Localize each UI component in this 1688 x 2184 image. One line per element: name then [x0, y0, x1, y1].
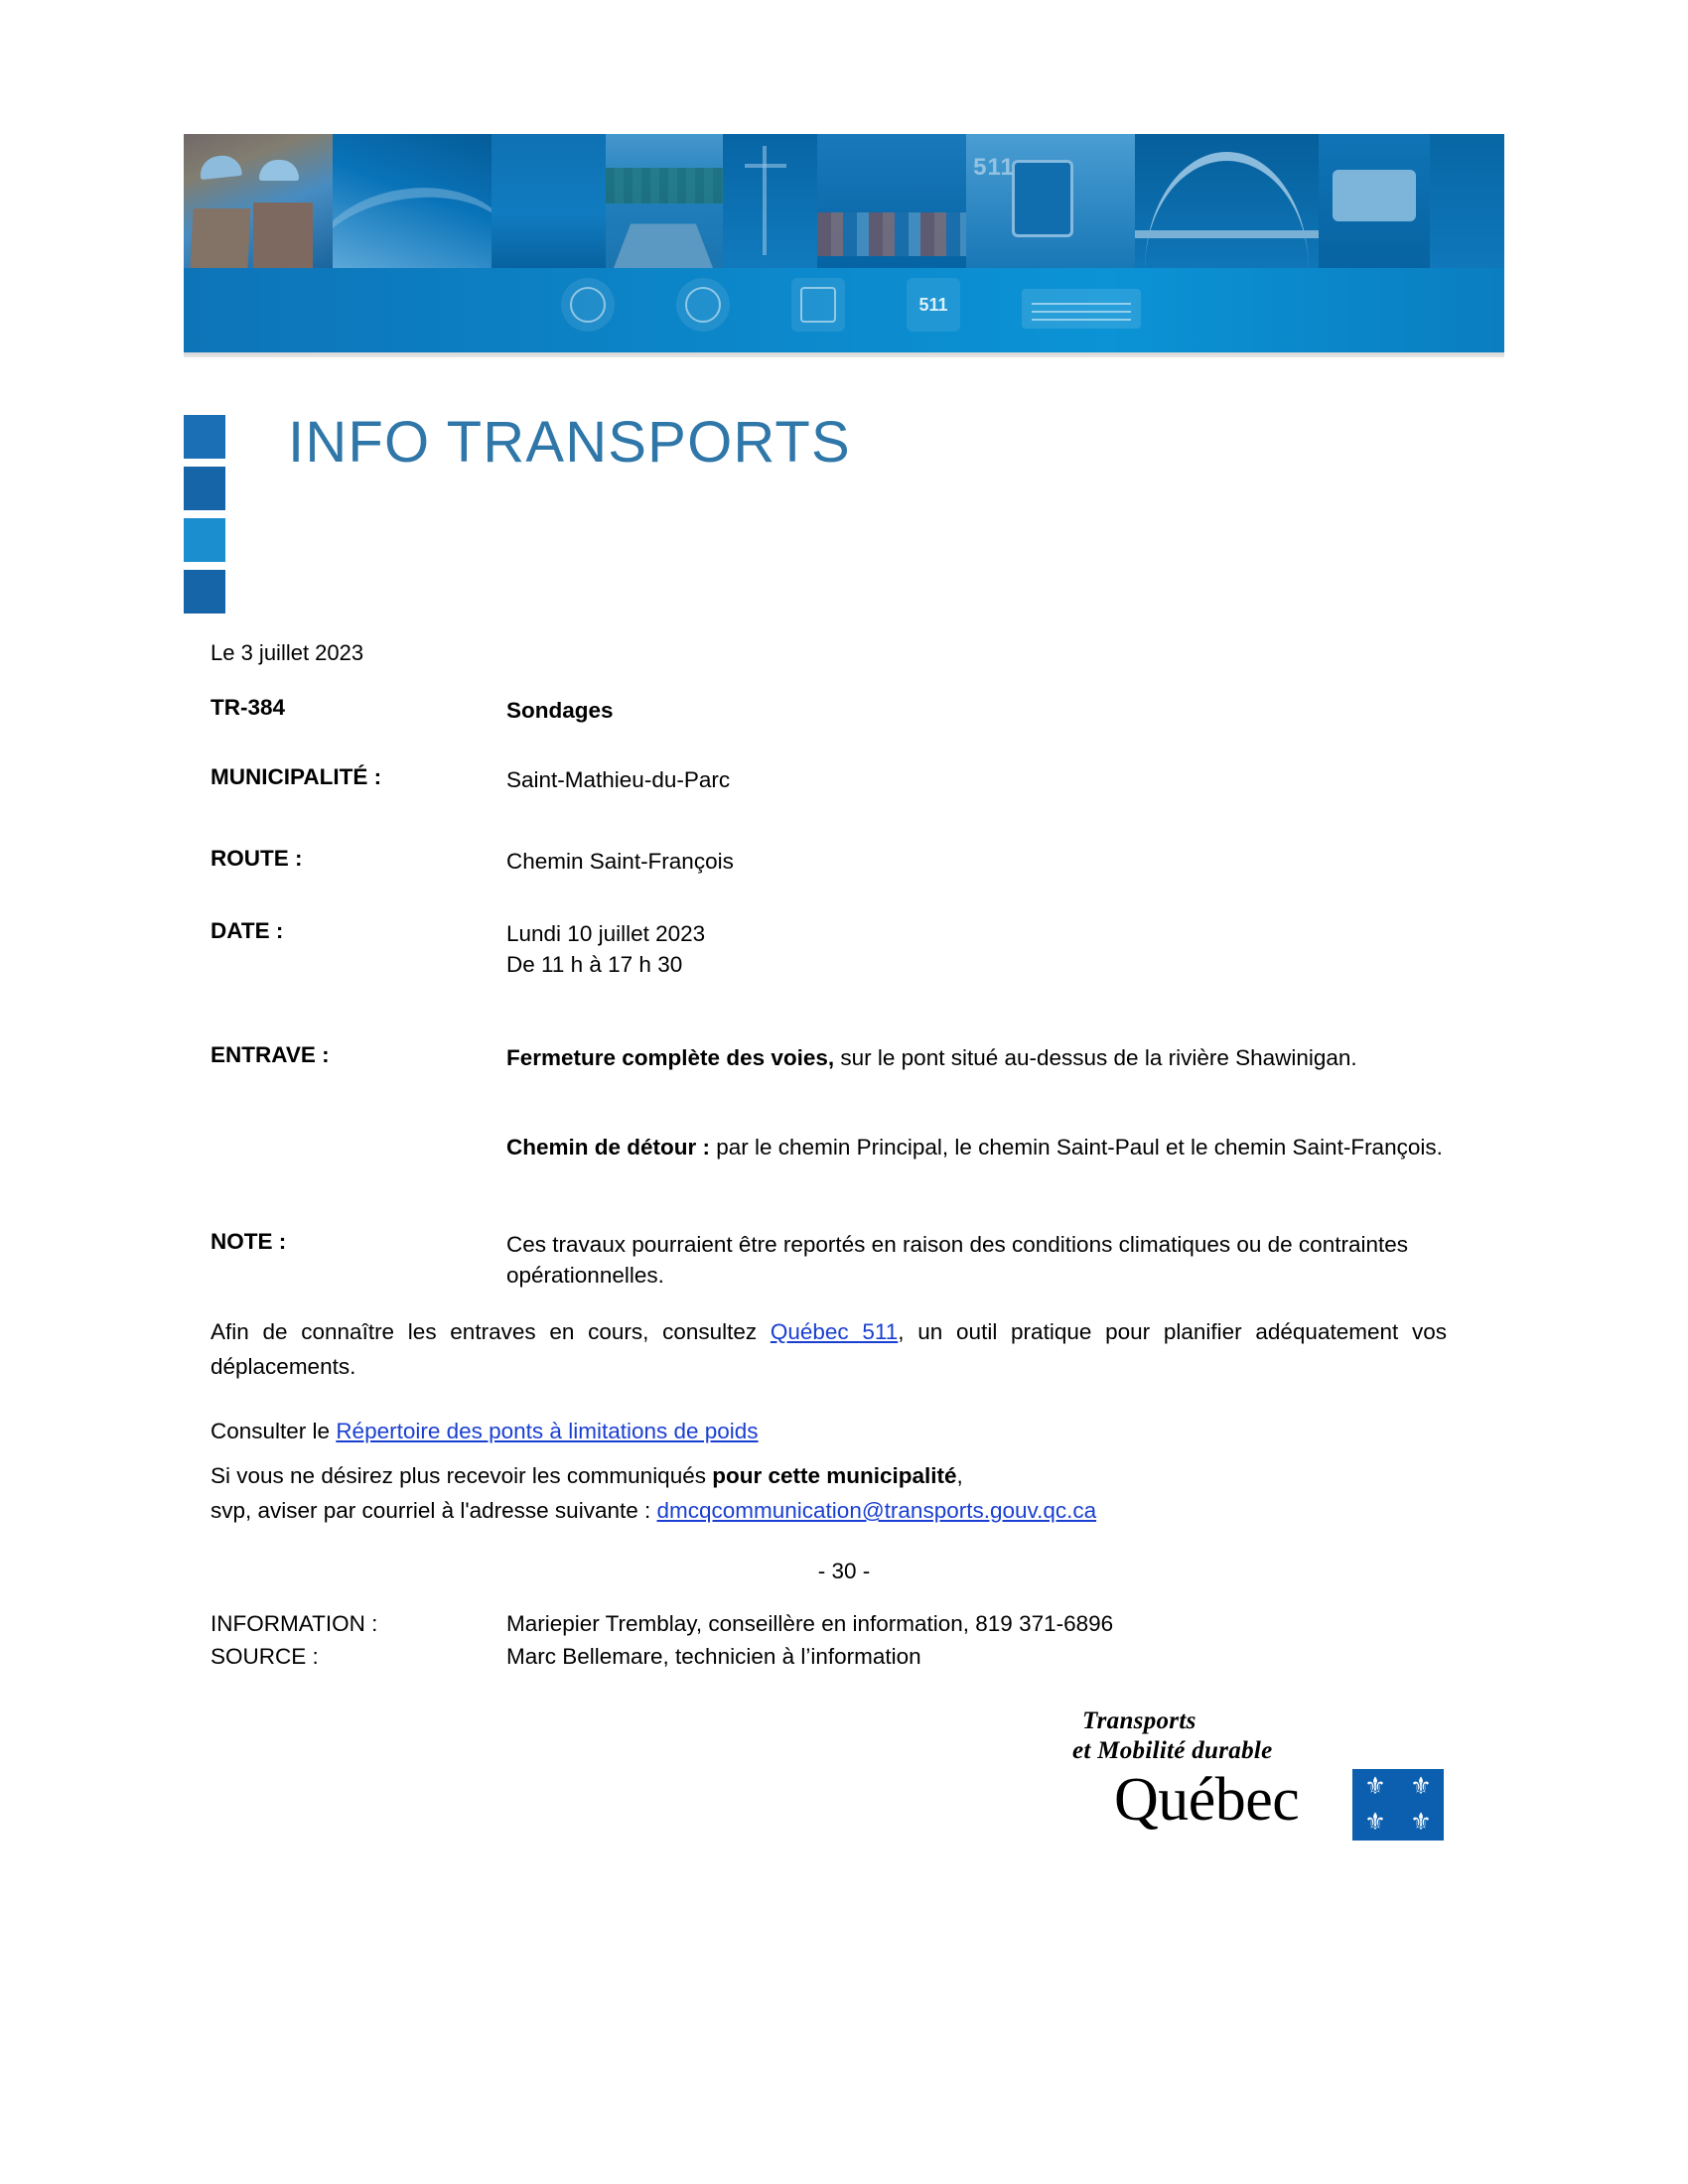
paragraph-quebec511	[211, 1315, 1447, 1385]
bridge-arch-photo	[1135, 134, 1319, 268]
note-value: Ces travaux pourraient être reportés en raison des conditions climatiques ou de contraintes opérationnelles.	[506, 1232, 1408, 1289]
desab-before: Si vous ne désirez plus recevoir les communiqués	[211, 1463, 713, 1488]
end-mark: - 30 -	[817, 1559, 871, 1583]
quebec-511-link[interactable]: Québec 511	[770, 1319, 899, 1344]
banner-icon-band	[184, 268, 1504, 352]
entrave-label: ENTRAVE :	[211, 1042, 330, 1067]
road-sign-511-icon: 511	[907, 278, 960, 332]
logo-line1: Transports	[1082, 1707, 1196, 1734]
publication-date: Le 3 juillet 2023	[211, 640, 364, 665]
fleur-de-lys-icon-2: ⚜	[1410, 1773, 1432, 1800]
date-value-line1: Lundi 10 juillet 2023	[506, 921, 706, 946]
entrave-rest: sur le pont situé au-dessus de la rivière Shawinigan.	[834, 1045, 1357, 1070]
desab-after: ,	[956, 1463, 963, 1488]
municipality-label: MUNICIPALITÉ :	[211, 764, 382, 789]
source-label: SOURCE :	[211, 1643, 319, 1669]
footer-row-source	[211, 1641, 1113, 1674]
entrave-value	[506, 1042, 1501, 1073]
information-value: Mariepier Tremblay, conseillère en information, 819 371-6896	[506, 1611, 1114, 1636]
reference-value: Sondages	[506, 698, 614, 723]
repertoire-before: Consulter le	[211, 1419, 337, 1443]
note-label: NOTE :	[211, 1229, 287, 1254]
courriel-link[interactable]: dmcqcommunication@transports.gouv.qc.ca	[656, 1498, 1097, 1523]
p511-before: Afin de connaître les entraves en cours, consultez	[211, 1319, 771, 1344]
fleur-de-lys-icon-3: ⚜	[1364, 1809, 1386, 1836]
fleur-de-lys-icon-4: ⚜	[1410, 1809, 1432, 1836]
paragraph-courriel	[211, 1494, 1447, 1529]
row-entrave	[211, 1042, 1501, 1073]
route-label: ROUTE :	[211, 846, 303, 871]
row-reference	[211, 695, 1501, 726]
tower-photo	[723, 134, 817, 268]
date-label: DATE :	[211, 918, 284, 943]
bus-photo	[1319, 134, 1430, 268]
page-title: INFO TRANSPORTS	[288, 410, 851, 475]
port-photo	[817, 134, 966, 268]
workers-photo	[184, 134, 333, 268]
banner-shadow	[184, 352, 1504, 357]
logo-wordmark: Québec	[1114, 1766, 1300, 1834]
footer-row-information	[211, 1608, 1113, 1641]
banner-photo-strip	[184, 134, 1504, 268]
row-date	[211, 918, 1501, 980]
desab-bold: pour cette municipalité	[712, 1463, 957, 1488]
quebec-logo	[1072, 1707, 1450, 1846]
quebec-flag-icon	[1352, 1769, 1444, 1841]
row-note	[211, 1229, 1501, 1291]
paragraph-desabonnement	[211, 1459, 1447, 1494]
detour-value	[506, 1132, 1499, 1162]
water-photo	[333, 134, 492, 268]
source-value: Marc Bellemare, technicien à l’information	[506, 1643, 921, 1669]
route-value: Chemin Saint-François	[506, 849, 734, 874]
detour-rest: par le chemin Principal, le chemin Saint-Paul et le chemin Saint-François.	[710, 1135, 1443, 1160]
row-municipality	[211, 764, 1501, 795]
recycle-icon	[676, 278, 730, 332]
document-icon	[791, 278, 845, 332]
blue-photo	[492, 134, 606, 268]
footer-contacts	[211, 1608, 1113, 1673]
detour-bold-lead: Chemin de détour :	[506, 1135, 711, 1160]
information-label: INFORMATION :	[211, 1611, 378, 1636]
header-banner	[184, 134, 1504, 357]
courriel-before: svp, aviser par courriel à l'adresse suivante :	[211, 1498, 657, 1523]
list-icon	[1022, 289, 1141, 329]
sign-511-photo	[966, 134, 1135, 268]
row-detour	[506, 1132, 1499, 1162]
municipality-value: Saint-Mathieu-du-Parc	[506, 767, 731, 792]
repertoire-ponts-link[interactable]: Répertoire des ponts à limitations de poids	[336, 1419, 759, 1443]
banner-511-label: 511	[973, 154, 1015, 181]
logo-line2: et Mobilité durable	[1072, 1737, 1273, 1764]
paragraph-repertoire	[211, 1415, 1447, 1449]
date-value	[506, 918, 1501, 980]
date-value-line2: De 11 h à 17 h 30	[506, 952, 683, 978]
entrave-bold-lead: Fermeture complète des voies,	[506, 1045, 835, 1070]
title-accent-bars	[184, 415, 225, 614]
leaf-icon	[561, 278, 615, 332]
reference-label: TR-384	[211, 695, 286, 720]
bike-photo	[1430, 134, 1504, 268]
p511-after: , un outil pratique pour planifier adéquatement vos déplacements.	[211, 1319, 1447, 1379]
row-route	[211, 846, 1501, 877]
highway-photo	[606, 134, 723, 268]
fleur-de-lys-icon-1: ⚜	[1364, 1773, 1386, 1800]
